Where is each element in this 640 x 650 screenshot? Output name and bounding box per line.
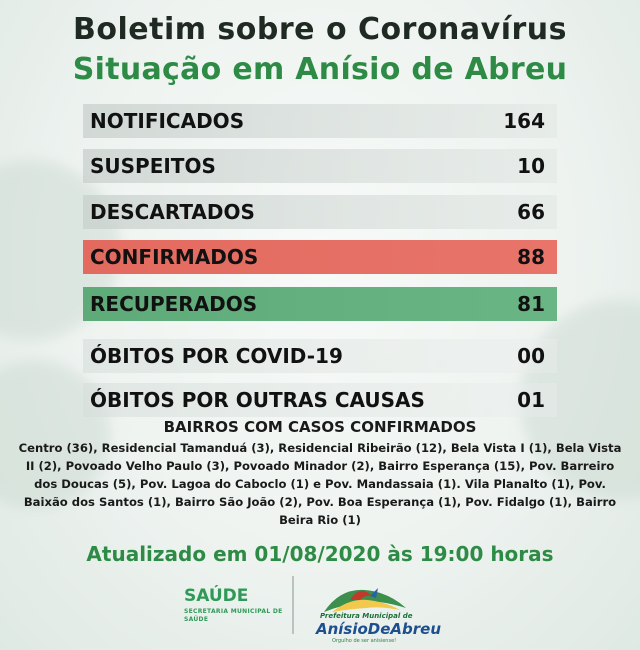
stat-value: 01 <box>517 388 545 412</box>
stat-row-obitos-covid <box>83 339 557 373</box>
bulletin-title: Boletim sobre o Coronavírus <box>73 12 567 47</box>
bairros-list: Centro (36), Residencial Tamanduá (3), Residencial Ribeirão (12), Bela Vista I (1), Bela Vista II (2), Povoado Velho Paulo (3), Povoado Minador (2), Bairro Esperança (15), Pov. Barreiro dos Doucas (5), Pov. Lagoa do Caboclo (1) e Pov. Mandassaia (1). Vila Planalto (1), Pov. Baixão dos Santos (1), Bairro São João (2), Pov. Boa Esperança (1), Pov. Fidalgo (1), Bairro Beira Rio (1) <box>18 441 622 527</box>
logo-line-1: Prefeitura Municipal de <box>320 612 413 620</box>
stat-value: 10 <box>517 154 545 178</box>
saude-logo-subtitle: SECRETARIA MUNICIPAL DE SAÚDE <box>184 608 283 623</box>
stat-value: 88 <box>517 245 545 269</box>
stat-value: 66 <box>517 200 545 224</box>
stat-label: CONFIRMADOS <box>90 245 259 269</box>
logo-line-3: Orgulho de ser anisiense! <box>332 638 397 644</box>
stat-label: RECUPERADOS <box>90 292 258 316</box>
logo-line-2: AnísioDeAbreu <box>316 620 442 638</box>
stat-value: 81 <box>517 292 545 316</box>
stat-row-notificados <box>83 104 557 138</box>
bairros-heading: BAIRROS COM CASOS CONFIRMADOS <box>163 418 477 436</box>
stat-row-obitos-outras <box>83 383 557 417</box>
stat-value: 00 <box>517 344 545 368</box>
stat-label: ÓBITOS POR COVID-19 <box>90 344 343 368</box>
stat-row-recuperados <box>83 287 557 321</box>
updated-timestamp: Atualizado em 01/08/2020 às 19:00 horas <box>86 542 554 566</box>
stat-row-suspeitos <box>83 149 557 183</box>
stat-label: ÓBITOS POR OUTRAS CAUSAS <box>90 388 425 412</box>
footer-divider <box>292 576 294 634</box>
stat-label: SUSPEITOS <box>90 154 216 178</box>
stat-value: 164 <box>503 109 545 133</box>
stat-label: DESCARTADOS <box>90 200 255 224</box>
saude-logo-text: SAÚDE <box>184 586 249 606</box>
stat-row-confirmados <box>83 240 557 274</box>
stat-label: NOTIFICADOS <box>90 109 245 133</box>
bulletin-subtitle: Situação em Anísio de Abreu <box>72 52 568 87</box>
stat-row-descartados <box>83 195 557 229</box>
